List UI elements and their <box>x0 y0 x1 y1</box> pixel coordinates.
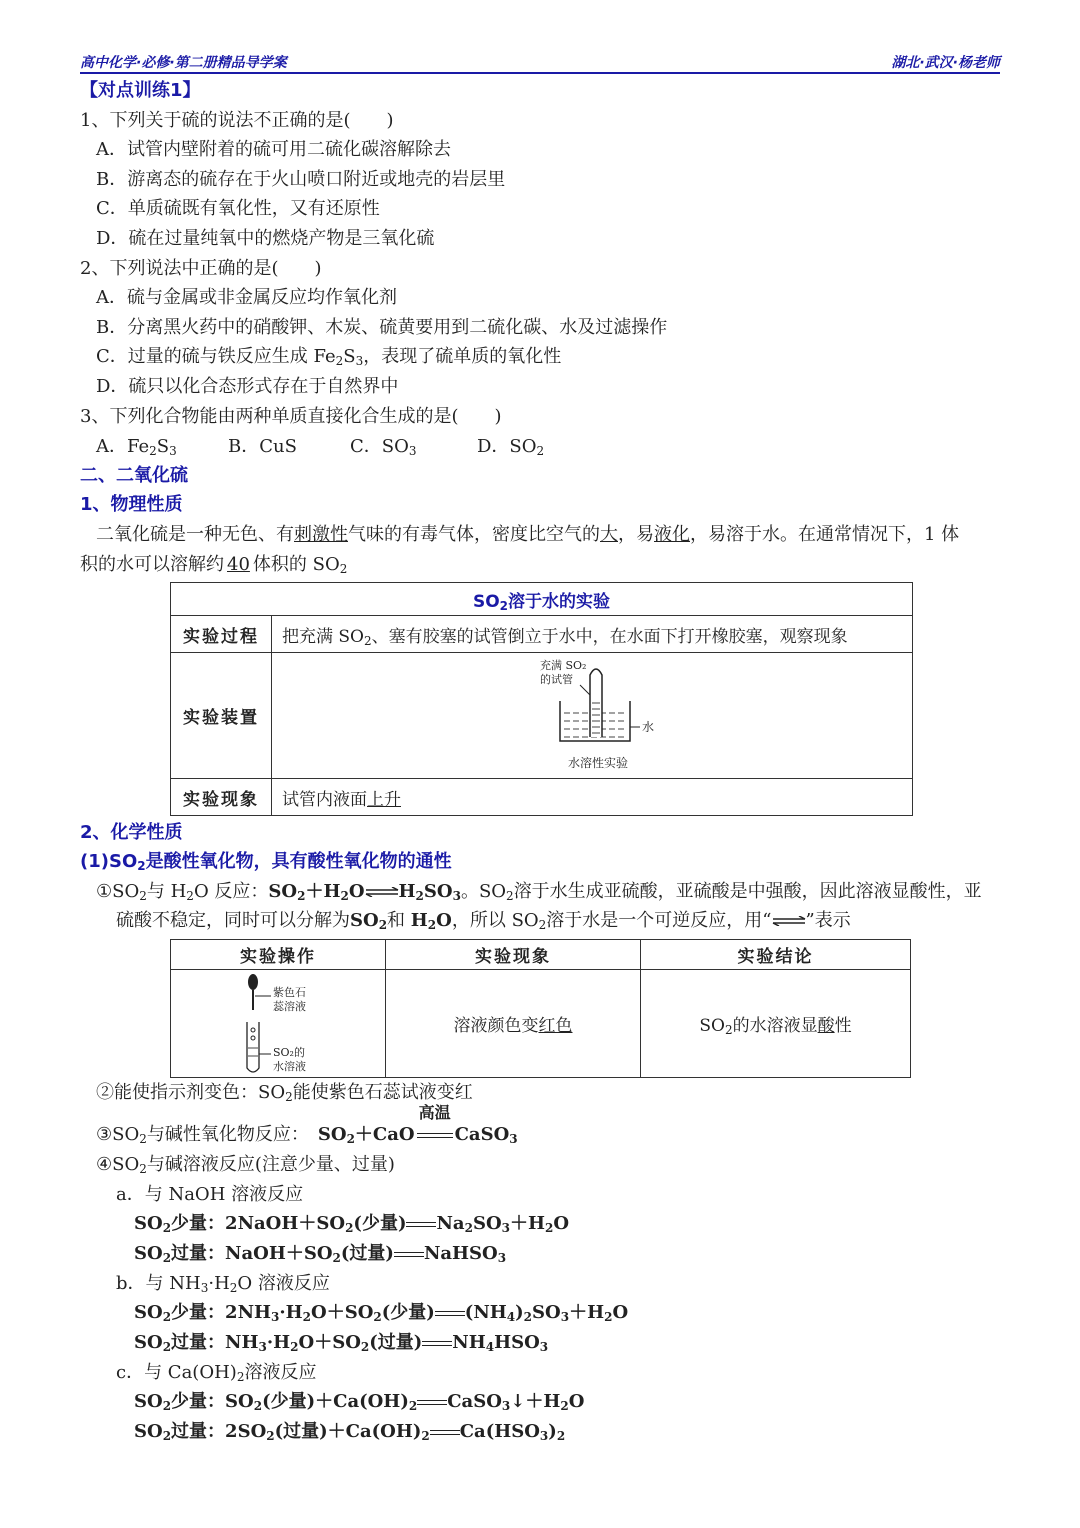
reaction-a2: $SO_2$过量：$NaOH+SO_2$(过量) NaHSO$_3$ <box>134 1243 507 1265</box>
reaction-b2: $SO_2$过量：$NH_3\cdot H_2O+SO_2$(过量) $NH_4HSO_3$ <box>134 1332 549 1354</box>
svg-text:蕊溶液: 蕊溶液 <box>273 1000 306 1013</box>
q1-option-c: C．单质硫既有氧化性，又有还原性 <box>96 198 380 219</box>
reaction-a1: $SO_2$少量：$2NaOH+SO_2$(少量) $Na_2SO_3+H_2O$ <box>134 1213 570 1235</box>
reversible-arrow-icon <box>365 887 399 897</box>
q3-option-d: D．$SO_2$ <box>477 436 545 458</box>
reversible-arrow-icon-2 <box>772 916 806 926</box>
operation-cell <box>171 970 386 1078</box>
phenomenon-cell: 溶液颜色变红色 <box>386 970 641 1078</box>
physical-text-line2: 积的水可以溶解约 40 体积的 $SO_2$ <box>80 554 348 576</box>
header-right: 湖北·武汉·杨老师 <box>891 55 1000 71</box>
svg-text:水溶液: 水溶液 <box>273 1060 306 1073</box>
physical-properties-title: 1、物理性质 <box>80 494 183 515</box>
reaction1-line2: 硫酸不稳定，同时可以分解为$SO_2$和 $H_2O$，所以 $SO_2$溶于水是一个可逆反应，用“ ”表示 <box>116 910 851 932</box>
reaction-b1: $SO_2$少量：$2NH_3\cdot H_2O+SO_2$(少量) $(NH_4)_2SO_3+H_2O$ <box>134 1302 629 1324</box>
tube-label: 充满 SO₂ <box>540 659 587 672</box>
dropper-diagram <box>237 972 357 1076</box>
q2-option-c: C．过量的硫与铁反应生成 $Fe_2S_3$，表现了硫单质的氧化性 <box>96 346 562 368</box>
section-2-title: 二、二氧化硫 <box>80 465 188 486</box>
condition-high-temp: 高温 <box>418 1103 451 1122</box>
table-title: $SO_2$溶于水的实验 <box>171 583 913 616</box>
conclusion-cell: $SO_2$的水溶液显酸性 <box>641 970 911 1078</box>
row-label-apparatus: 实验装置 <box>171 653 272 779</box>
so2-dissolve-table <box>170 582 913 816</box>
training-title: 【对点训练1】 <box>80 80 201 101</box>
litmus-table <box>170 939 911 1078</box>
q2-stem: 2、下列说法中正确的是( ) <box>80 258 322 279</box>
header-phenomenon: 实验现象 <box>386 940 641 970</box>
test-tube-2 <box>247 1022 259 1072</box>
reaction-c1: $SO_2$少量：$SO_2$(少量)$+Ca(OH)_2$ $CaSO_3↓+H_2O$ <box>134 1391 585 1413</box>
row-label-process: 实验过程 <box>171 616 272 653</box>
header-left: 高中化学·必修·第二册精品导学案 <box>80 55 287 71</box>
q3-option-b: B．CuS <box>228 436 297 457</box>
page-header <box>80 50 1000 74</box>
water-label: 水 <box>642 720 655 734</box>
apparatus-cell <box>272 653 913 779</box>
apparatus-diagram <box>532 657 732 777</box>
reaction3: $③SO_2$与碱性氧化物反应： $SO_2+CaO$ 高温 CaSO$_3$ <box>96 1103 518 1146</box>
q1-option-a: A．试管内壁附着的硫可用二硫化碳溶解除去 <box>96 139 451 160</box>
q1-stem: 1、下列关于硫的说法不正确的是( ) <box>80 110 394 131</box>
header-conclusion: 实验结论 <box>641 940 911 970</box>
q2-option-d: D．硫只以化合态形式存在于自然界中 <box>96 376 399 397</box>
row-label-phenomenon: 实验现象 <box>171 779 272 816</box>
reaction4: $④SO_2$与碱溶液反应(注意少量、过量) <box>96 1154 395 1176</box>
svg-text:紫色石: 紫色石 <box>273 986 306 999</box>
reaction-b-title: b．与 $NH_3\cdot H_2O$ 溶液反应 <box>116 1273 330 1295</box>
q2-option-a: A．硫与金属或非金属反应均作氧化剂 <box>96 287 397 308</box>
q2-option-b: B．分离黑火药中的硝酸钾、木炭、硫黄要用到二硫化碳、水及过滤操作 <box>96 317 668 338</box>
dropper-bulb <box>248 974 258 990</box>
q3-stem: 3、下列化合物能由两种单质直接化合生成的是( ) <box>80 406 502 427</box>
q1-option-b: B．游离态的硫存在于火山喷口附近或地壳的岩层里 <box>96 169 506 190</box>
q3-option-a: A．$Fe_2S_3$ <box>96 436 177 458</box>
process-text: 把充满 $SO_2$、塞有胶塞的试管倒立于水中，在水面下打开橡胶塞，观察现象 <box>272 616 913 653</box>
reaction-c2: $SO_2$过量：$2SO_2$(过量)$+Ca(OH)_2$ $Ca(HSO_3)_2$ <box>134 1421 566 1443</box>
q1-option-d: D．硫在过量纯氧中的燃烧产物是三氧化硫 <box>96 228 435 249</box>
reaction-a-title: a．与 NaOH 溶液反应 <box>116 1184 304 1205</box>
figure-caption: 水溶性实验 <box>568 756 629 770</box>
svg-text:SO₂的: SO₂的 <box>273 1046 305 1059</box>
tube-label-2: 的试管 <box>540 673 573 686</box>
header-operation: 实验操作 <box>171 940 386 970</box>
physical-text-line1: 二氧化硫是一种无色、有刺激性气味的有毒气体，密度比空气的大，易液化，易溶于水。在通常情况下，1 体 <box>96 524 960 545</box>
reaction-c-title: c．与 $Ca(OH)_2$溶液反应 <box>116 1362 317 1384</box>
chemical-properties-title: 2、化学性质 <box>80 822 183 843</box>
q3-option-c: C．$SO_3$ <box>350 436 417 458</box>
reaction1-line1: $①SO_2$与 $H_2O$ 反应：$SO_2+H_2O$ $H_2SO_3$。$SO_2$溶于水生成亚硫酸，亚硫酸是中强酸，因此溶液显酸性，亚 <box>96 881 982 903</box>
acidic-oxide-title: $(1)SO_2$是酸性氧化物，具有酸性氧化物的通性 <box>80 851 452 873</box>
phenomenon-text: 试管内液面上升 <box>272 779 913 816</box>
reaction2: ②能使指示剂变色：$SO_2$能使紫色石蕊试液变红 <box>96 1082 473 1104</box>
